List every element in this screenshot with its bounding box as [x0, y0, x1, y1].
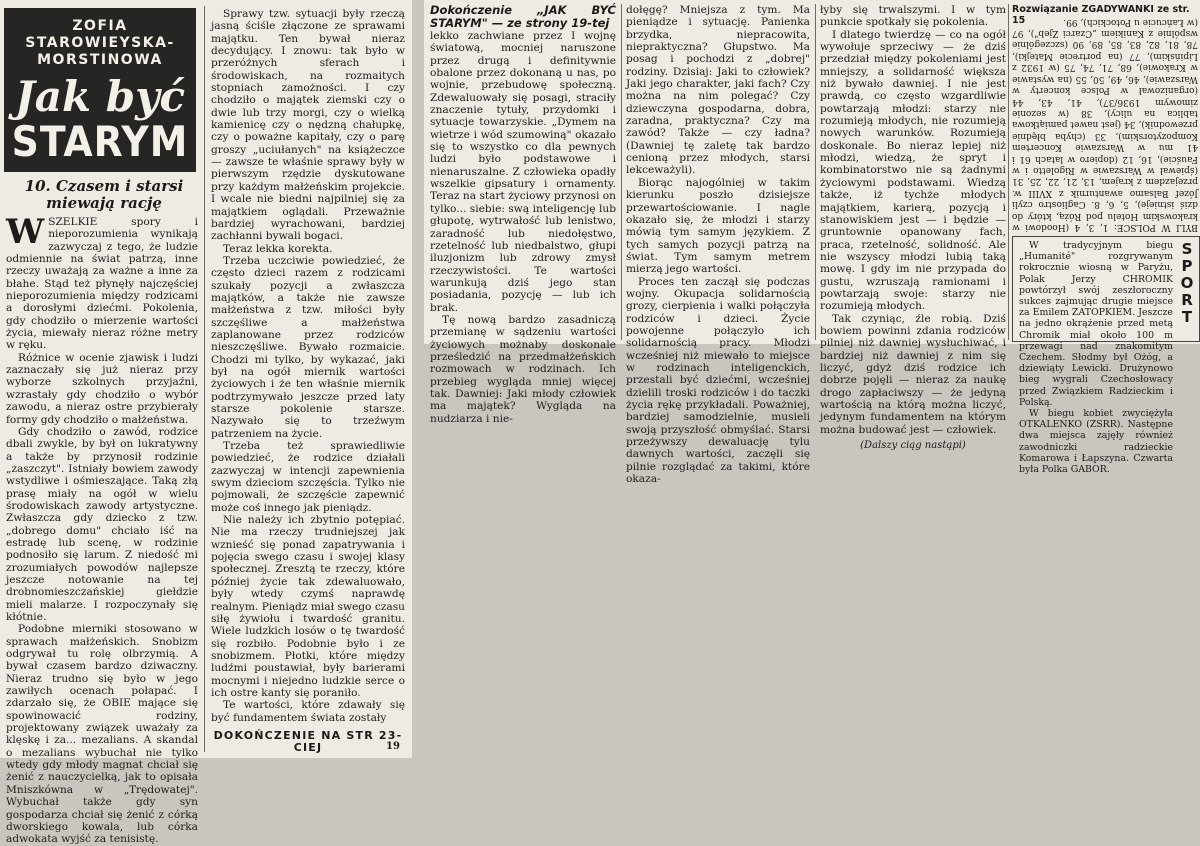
article-paragraph: Sprawy tzw. sytuacji były rzeczą jasną ściśle złączone ze sprawami majątku. Ten bywał nieraz decydujący. I znowu: tak było w przeróżnych sferach i środowiskach, na rozmaitych stopniach zamożności. I czy chodziło o majątek ziemski czy o dwie lub trzy morgi, czy o wielką kamienicę czy o nędzną chałupkę, czy o poważne kapitały, czy o parę groszy „uciułanych" na książeczce — zawsze te właśnie sprawy były w pierwszym rzędzie dyskutowane przy każdym małżeńskim projekcie. I wcale nie biedni najpilniej się za majątkiem oglądali. Przeważnie bardziej wyrachowani, bardziej zachłanni bywali bogaci. [211, 8, 405, 243]
article-author: ZOFIA STAROWIEYSKA-MORSTINOWA [25, 18, 175, 68]
article-page [0, 0, 412, 846]
article-paragraph: Trzeba też sprawiedliwie powiedzieć, że rodzice działali zazwyczaj w intencji zapewnienia swym dzieciom szczęścia. Tylko nie pojmowali, że szczęście zapewnić może coś innego jak pieniądz. [211, 440, 405, 514]
puzzle-solution-text: BYLI W POLSCE: 1, 3, 4 (Hoodowi w krakowskim Hotelu pod Różą, który do dziś istnieje), 5, 6, 8. Cagliostro czyli Józef Balsamo awanturnik z XVIII w. przejazdem z krajem, 13, 21, 22, 25, 31 (śpiewał w Warszawie w Rigoletto i w Fauście), 16, 12 (dopiero w latach 61 i 41 mu w Warszawie Koncertem Kompozytorskim), 33 (chyba błędnie przewodnik), 34 (jest nawet pamiątkowa tablica na ulicy), 38 (w sezonie zimowym 1936/37), 41, 43, 44 (organizował w Polsce koncerty w Warszawie), 46, 49, 50, 55 (na wystawie w Krakowie), 68, 71, 74, 75 (w 1932 z Lipińskim), 77 (na portrecie Matejki), 78, 81, 82, 83, 85, 89, 90 (szczególnie wspólnie z Kanikiem „Czarci Zjeb"), 97 (w Łańcucie u Potockich), 99. [1012, 16, 1198, 232]
sport-paragraph: W biegu kobiet zwyciężyła OTKALENKO (ZSRR). Następne dwa miejsca zajęły również zawodniczki radzieckie Komarowa i Łapszyna. Czwarta była Polka GABOR. [1019, 408, 1173, 476]
column-rule [815, 4, 816, 340]
sport-text [1019, 240, 1173, 475]
article-paragraph: Różnice w ocenie zjawisk i ludzi zaznaczały się już nieraz przy wyborze szkolnych przyjaźni, wzrastały gdy chodziło o wybór zawodu, a nieraz ostre przybierały formy gdy chodziło o małżeństwa. [6, 351, 198, 426]
sport-paragraph: W tradycyjnym biegu „Humanité" rozgrywanym rokrocznie wiosną w Paryżu, Polak Jerzy CHROMIK powtórzył swój zeszłoroczny sukces zajmując drugie miejsce za Emilem ZATOPKIEM. Jeszcze na jedno okrążenie przed metą Chromik miał około 100 m przewagi nad znakomitym Czechem. Słodmy był Ożóg, a dziewiąty Lewicki. Drużynowo bieg wygrali Czechosłowacy przed Związkiem Radzieckim i Polską. [1019, 240, 1173, 408]
article-paragraph: Te wartości, które zdawały się być fundamentem świata zostały [211, 699, 405, 724]
sport-section-label: SPORT [1180, 240, 1194, 326]
article-paragraph: Nie należy ich zbytnio potępiać. Nie ma rzeczy trudniejszej jak wznieść się ponad zapatrywania i pojęcia swego czasu i swojej klasy społecznej. Zresztą te rzeczy, które później życie tak zdewaluowało, były wtedy czymś naprawdę realnym. Pieniądz miał swego czasu siłę żywiołu i twardość granitu. Wiele ludzkich losów o tę twardość się rozbiło. Podobnie było i ze snobizmem. Płotki, które między ludźmi poustawiał, były barierami mocnymi i niejedno ludzkie serce o ich ostre kanty się poraniło. [211, 514, 405, 699]
article-paragraph: Gdy chodziło o zawód, rodzice dbali zwykle, by był on lukratywny a także by przynosił rodzinie „zaszczyt". Istniały bowiem zawody wstydliwe i ośmieszające. Taką złą prasę miały na ogół w wielu środowiskach zawody artystyczne. Zwłaszcza gdy dziecko z tzw. „dobrego domu" chciało iść na estradę lub scenę, w rodzinie podnosiło się larum. Z niedość mi zrozumiałych powodów najlepsze jeszcze notowanie na tej drobnomieszczańskiej giełdzie mieli malarze. I rozpoczynały się kłótnie. [6, 425, 198, 623]
article-title-line2: STARYM [11, 117, 189, 166]
article-title-line1: Jak być [14, 72, 186, 121]
article-subtitle: 10. Czasem i starsi miewają rację [24, 177, 184, 212]
article-lead-paragraph: WSZELKIE spory i nieporozumienia wynikają zazwyczaj z tego, że ludzie odmiennie na świat patrzą, inne rzeczy uważają za ważne a inne za błahe. Stąd też płynęły najczęściej nieporozumienia między rodzicami a dorosłymi dziećmi. Pokolenia, gdy chodziło o mierzenie wartości życia, miewały nieraz różne metry w ręku. [6, 212, 198, 352]
column-rule [621, 4, 622, 340]
article-paragraph: Tak czyniąc, źle robią. Dziś bowiem powinni zdania rodziców pilniej niż dawniej wysłuchiwać, i bardziej niż dawniej z nim się liczyć, gdyż dziś rodzice ich dobrze pojęli — nieraz za naukę drogo zapłaciwszy — że jedyną wartością na którą można liczyć, jedynym fundamentem na którym można budować jest — człowiek. [820, 312, 1006, 436]
column-rule [1008, 4, 1009, 340]
sport-box [1012, 236, 1200, 476]
next-installment-note: (Dalszy ciąg nastąpi) [860, 440, 966, 452]
column-rule [204, 6, 205, 752]
article-paragraph: lekko zachwiane przez I wojnę światową, mocniej naruszone przez drugą i definitywnie obalone przez dokonaną u nas, po wojnie, przebudowę społeczną. Zdewaluowały się posagi, straciły znaczenie tytuły, przydomki i sytuacje towarzyskie. „Dymem na wietrze i wód szumowiną" okazało się to wszystko co dla pewnych ludzi było podstawowe i nienaruszalne. Z człowieka opadły wszelkie gipsatury i ornamenty. Teraz na start życiowy przynosi on tylko... siebie: swą inteligencję lub głupotę, wytrwałość lub lenistwo, zaradność lub niedołęstwo, rzetelność lub niedbalstwo, głupi iluzjonizm lub zdrowy zmysł rzeczywistości. Te wartości warunkują dziś jego stan posiadania, pozycję — lub ich brak. [430, 30, 616, 314]
drop-cap: W [6, 212, 45, 252]
page-number: 19 [386, 741, 400, 752]
puzzle-solution-heading: Rozwiązanie ZGADYWANKI ze str. 15 [1012, 4, 1190, 26]
article-column-1 [6, 212, 198, 846]
title-block [4, 8, 196, 172]
continued-notice: DOKOŃCZENIE NA STR 23-CIEJ [213, 728, 403, 755]
article-paragraph: Trzeba uczciwie powiedzieć, że często dzieci razem z rodzicami szukały pozycji a zwłaszcza majątków, a także nie zawsze małżeństwa z tzw. miłości były szczęśliwe a małżeństwa zaplanowane przez rodziców nieszczęśliwe. Bywało rozmaicie. Chodzi mi tylko, by wykazać, jaki był na ogół miernik wartości życiowych i że ten właśnie miernik podtrzymywało jeszcze przed laty starsze pokolenie starsze. Nazywało się to trzeźwym patrzeniem na życie. [211, 254, 405, 440]
article-paragraph: Biorąc najogólniej w takim kierunku poszło dzisiejsze przewartościowanie. I nagle okazało się, że młodzi i starzy mówią tym samym językiem. Z tych samych pozycji patrzą na świat. Tym samym metrem mierzą jego wartości. [626, 176, 810, 276]
article-paragraph: łyby się trwalszymi. I w tym punkcie spotkały się pokolenia. [820, 4, 1006, 29]
article-paragraph: Proces ten zaczął się podczas wojny. Okupacja solidarnością grozy, cierpienia i walki połączyła rodziców i dzieci. Życie powojenne połączyło ich solidarnością pracy. Młodzi wcześniej niż miewało to miejsce w rodzinach inteligenckich, przestali być dziećmi, wcześniej dzielili troski rodziców i do taczki życia rękę przykładali. Poważniej, bardziej samodzielnie, musieli swoją przyszłość obmyślać. Starsi przeżywszy dewaluację tylu dawnych wartości, zaczęli się pilnie rozglądać za takimi, które okaza- [626, 275, 810, 486]
continuation-column-1 [430, 3, 616, 425]
article-paragraph: dołęgę? Mniejsza z tym. Ma pieniądze i sytuację. Panienka brzydka, niepracowita, niepraktyczna? Głupstwo. Ma posag i pochodzi z „dobrej" rodziny. Dzisiaj: Jaki to człowiek? Jaki jego charakter, jaki fach? Czy można na nim polegać? Czy dziewczyna gospodarna, dobra, zaradna, praktyczna? Czy ma zawód? Także — czy ładna? (Dawniej tę zaletę tak bardzo cenioną przez młodych, starsi lekceważyli). [626, 4, 810, 177]
article-paragraph: Teraz lekka korekta. [223, 242, 333, 255]
continuation-column-2 [626, 4, 810, 486]
continuation-column-3 [820, 4, 1006, 452]
article-paragraph: Podobne mierniki stosowano w sprawach małżeńskich. Snobizm odgrywał tu rolę olbrzymią. A bywał czasem bardzo dziwaczny. Nieraz trudno się było w jego zawiłych ocenach połapać. I zdarzało się, że OBIE mające się spowinowacić rodziny, projektowany związek uważały za klęskę i za... mezalians. A skandal o mezalians wybuchał nie tylko wtedy gdy młody magnat chciał się żenić z nauczycielką, jak to opisała Mniszkówna w „Trędowatej". Wybuchał także gdy syn gospodarza chciał się żenić z córką dworskiego kowala, lub córka adwokata wyjść za tenisistę. [6, 623, 198, 846]
continuation-header: Dokończenie „JAK BYĆ STARYM" — ze strony 19-tej [430, 3, 616, 30]
article-paragraph: Tę nową bardzo zasadniczą przemianę w sądzeniu wartości życiowych możnaby doskonale prześledzić na przedmałżeńskich rozmowach w rodzinach. Ich przebieg wygląda mniej więcej tak. Dawniej: Jaki młody człowiek ma majątek? Wygląda na nudziarza i nie- [430, 313, 616, 425]
article-paragraph: I dlatego twierdzę — co na ogół wywołuje sprzeciwy — że dziś przedział między pokoleniami jest mniejszy, a solidarność większa niż bywało dawniej. I nie jest prawdą, co często wzgardliwie powtarzają młodzi: starzy nie rozumieją młodych, nie rozumieją nowych warunków. Rozumieją doskonale. Bo nieraz lepiej niż młodzi, wiedzą, że spryt i kombinatorstwo nie są żadnymi życiowymi podstawami. Wiedzą także, iż tychże młodych majątkiem, karierą, pozycją i stanowiskiem jest — i będzie — gruntownie opanowany fach, praca, rzetelność, solidność. Ale nie wszyscy młodzi lubią taką mowę. I gdy im nie przypada do gustu, wzruszają ramionami i powtarzają swoje: starzy nie rozumieją młodych. [820, 28, 1006, 313]
